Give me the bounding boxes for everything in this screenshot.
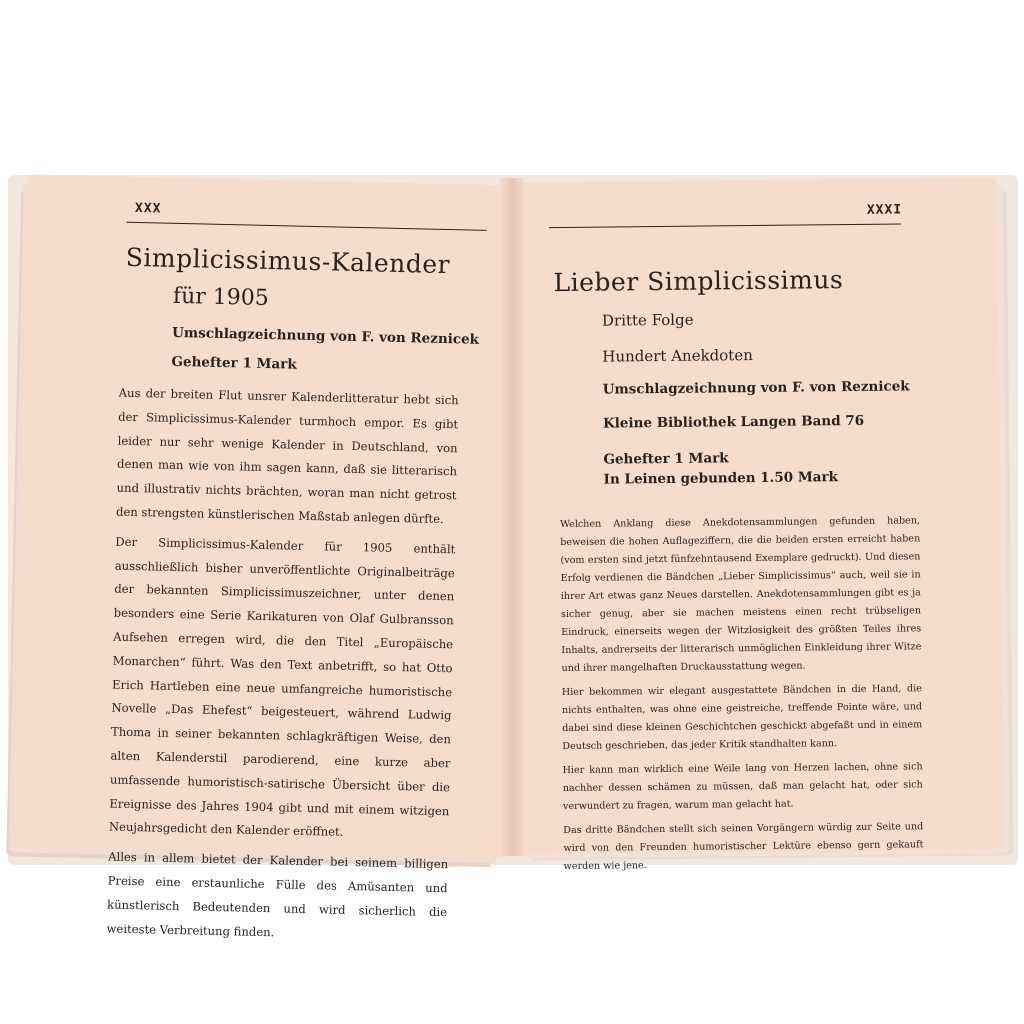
right-price-linen: In Leinen gebunden 1.50 Mark <box>603 469 839 488</box>
left-cover-credit: Umschlagzeichnung von F. von Reznicek <box>171 324 480 348</box>
left-paragraph-2: Der Simplicissimus-Kalender für 1905 enthält ausschließlich bisher unveröffentlichte Originalbeiträge der bekannten Simplicissimuszeichner, unter denen besonders eine Serie Karikaturen von Olaf Gulbransson Aufsehen erregen wird, die den Titel „Europäische Monarchen“ führt. Was den Text anbetrifft, so hat Otto Erich Hartleben eine neue umfangreiche humoristische Novelle „Das Ehefest“ beigesteuert, während Ludwig Thoma in seiner bekannten schlagkräftigen Weise, den alten Kalenderstil parodierend, eine kurze aber umfassende humoristisch-satirische Übersicht über die Ereignisse des Jahres 1904 gibt und mit einem witzigen Neujahrsgedicht den Kalender eröffnet. <box>108 534 456 840</box>
right-price-paper: Gehefter 1 Mark <box>603 450 729 468</box>
book-gutter <box>500 178 524 856</box>
left-page <box>12 175 519 939</box>
right-body-text <box>560 512 924 882</box>
right-paragraph-3: Hier kann man wirklich eine Weile lang von Herzen lachen, ohne sich nachher dessen schämen zu müssen, daß man gelacht hat, oder sich verwundert zu fragen, warum man gelacht hat. <box>562 761 923 813</box>
right-paragraph-2: Hier bekommen wir elegant ausgestattete Bändchen in die Hand, die nichts enthalten, was ohne eine geistreiche, treffende Pointe wäre, und dabei sind diese kleinen Geschichtchen geschickt abgefaßt und in einem Deutsch geschrieben, das jeder Kritik standhalten kann. <box>561 683 923 753</box>
right-library: Kleine Bibliothek Langen Band 76 <box>602 412 865 432</box>
left-price: Gehefter 1 Mark <box>171 353 297 373</box>
right-subtitle: Hundert Anekdoten <box>602 346 753 366</box>
left-paragraph-3: Alles in allem bietet der Kalender bei seinem billigen Preise eine erstaunliche Fülle des Amüsanten und künstlerisch Bedeutenden und wird sicherlich die weiteste Verbreitung finden. <box>106 849 449 939</box>
right-header-rule <box>549 223 901 228</box>
right-title: Lieber Simplicissimus <box>553 265 844 298</box>
left-title: Simplicissimus-Kalender <box>125 242 451 280</box>
right-paragraph-1: Welchen Anklang diese Anekdotensammlungen gefunden haben, beweisen die hohen Auflageziffern, die die beiden ersten erreicht haben (vom ersten sind jetzt fünfzehntausend Exemplare gedruckt). Und diesen Erfolg verdienen die Bändchen „Lieber Simplicissimus“ auch, weil sie in ihrer Art etwas ganz Neues darstellen. Anekdotensammlungen gibt es ja sicher genug, aber sie machen meistens einen recht trübseligen Eindruck, einerseits wegen der Witzlosigkeit des größten Teiles ihres Inhalts, andrerseits der litterarisch unmöglichen Einkleidung ihrer Witze und ihrer mangelhaften Druckausstattung wegen. <box>560 515 922 675</box>
right-paragraph-4: Das dritte Bändchen stellt sich seinen Vorgängern würdig zur Seite und wird von den Freunden humoristischer Lektüre ebenso gern gekauft werden wie jene. <box>563 821 924 873</box>
right-series: Dritte Folge <box>601 310 694 330</box>
left-body-text <box>106 382 459 955</box>
left-page-number: XXX <box>134 200 162 217</box>
left-header-rule <box>127 222 487 231</box>
right-page <box>508 177 1003 873</box>
right-cover-credit: Umschlagzeichnung von F. von Reznicek <box>602 378 910 398</box>
right-page-number: XXXI <box>866 202 903 218</box>
left-subtitle: für 1905 <box>172 283 270 312</box>
left-paragraph-1: Aus der breiten Flut unsrer Kalenderlitteratur hebt sich der Simplicissimus-Kalender turmhoch empor. Es gibt leider nur sehr wenige Kalender in Deutschland, von denen man wie von ihm sagen kann, daß sie litterarisch und illustrativ nichts brächten, woran man nicht getrost den strengsten künstlerischen Maßstab anlegen dürfte. <box>115 385 459 527</box>
